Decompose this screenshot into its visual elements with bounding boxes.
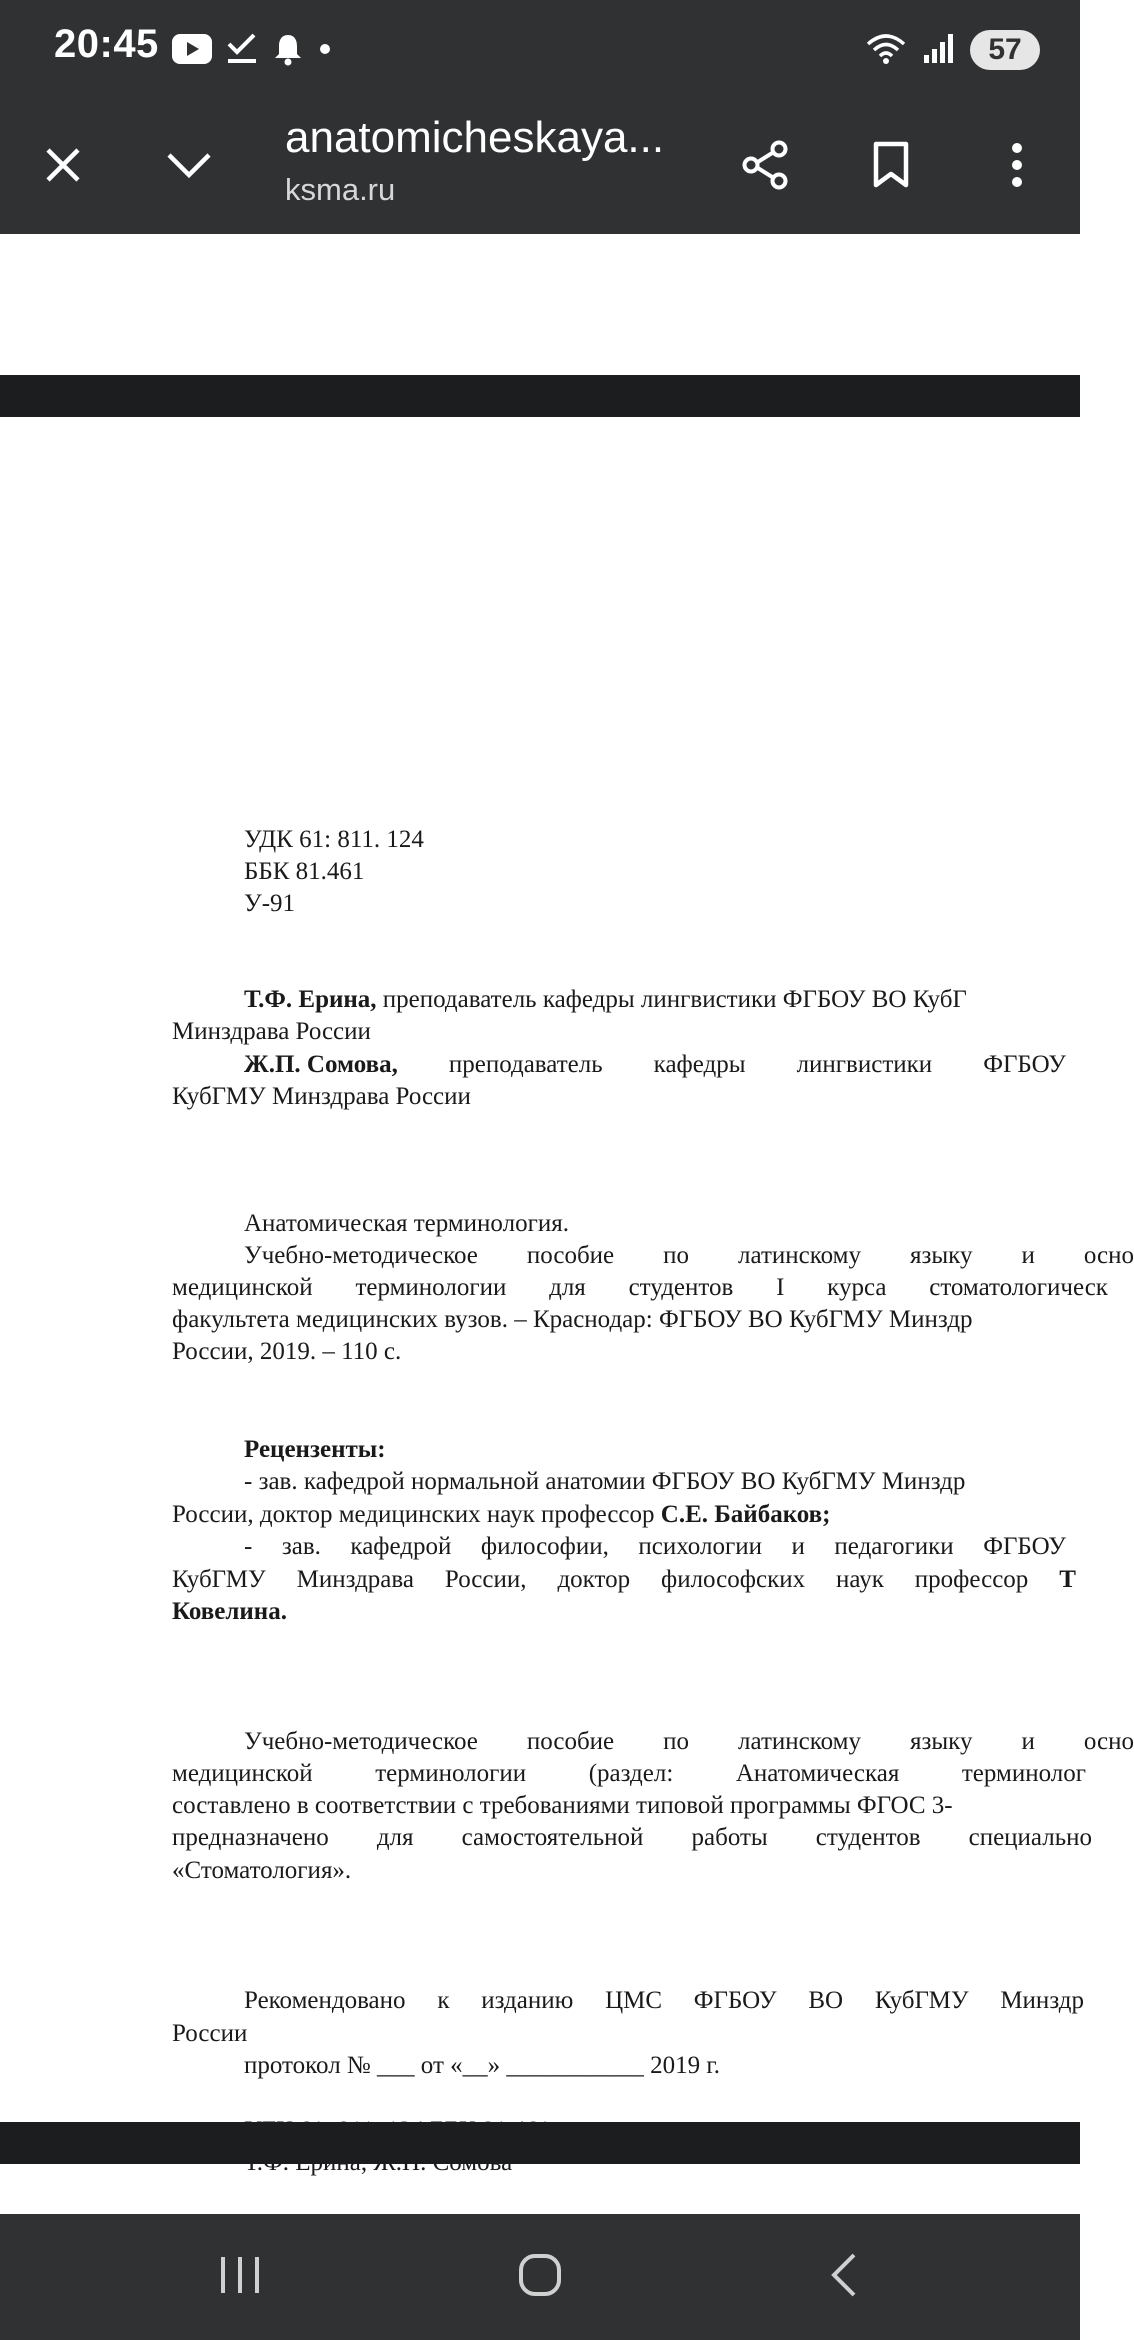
word: России, (444, 1566, 527, 1593)
code-line: У-91 (244, 890, 296, 917)
word: осно (1083, 1728, 1134, 1755)
word: пособие (526, 1728, 615, 1755)
more-options-button[interactable] (962, 100, 1072, 234)
reviewer-2-line-1 (244, 1531, 1066, 1563)
author-2-line (244, 1049, 1066, 1081)
word: предназначено (172, 1824, 329, 1851)
word: Учебно-методическое (244, 1242, 478, 1269)
word: студентов (628, 1274, 734, 1301)
page-domain: ksma.ru (285, 172, 396, 207)
word: пособие (526, 1242, 615, 1269)
word: курса (827, 1274, 887, 1301)
share-button[interactable] (710, 100, 820, 234)
word: лингвистики (796, 1051, 933, 1078)
annotation-line-3: составлено в соответствии с требованиями типовой программы ФГОС 3- (172, 1792, 953, 1819)
word: КубГМУ (172, 1566, 266, 1593)
author-1-line (244, 984, 967, 1016)
word: для (549, 1274, 586, 1301)
word: стоматологическ (929, 1274, 1108, 1301)
reviewer-2-name: Ковелина. (172, 1598, 287, 1625)
pdf-viewer[interactable] (0, 234, 1134, 2214)
share-icon (740, 139, 790, 196)
reviewer-1-line-1: - зав. кафедрой нормальной анатомии ФГБОУ ВО КубГМУ Минздр (244, 1468, 966, 1495)
word: изданию (481, 1987, 574, 2014)
word: преподаватель (448, 1051, 603, 1078)
word: ВО (808, 1987, 844, 2014)
page-separator (0, 2122, 1080, 2164)
word: Учебно-методическое (244, 1728, 478, 1755)
close-icon (43, 145, 83, 190)
reviewer-1-title: России, доктор медицинских наук профессор (172, 1501, 655, 1528)
word: самостоятельной (461, 1824, 644, 1851)
word: Минздр (1000, 1987, 1084, 2014)
dot-icon (318, 42, 332, 61)
status-time: 20:45 (54, 22, 159, 66)
home-icon (517, 2252, 563, 2303)
bookmark-icon (871, 141, 911, 194)
word: зав. (281, 1533, 321, 1560)
word: терминологии (375, 1760, 527, 1787)
description-line-4: России, 2019. – 110 с. (172, 1338, 402, 1365)
word: студентов (815, 1824, 921, 1851)
word: профессор (914, 1566, 1029, 1593)
word: языку (909, 1728, 973, 1755)
word: ФГБОУ (983, 1051, 1066, 1078)
recent-apps-icon (218, 2255, 262, 2300)
page-separator (0, 375, 1080, 417)
status-icons-left (172, 30, 332, 72)
word: Рекомендовано (244, 1987, 406, 2014)
word: философских (661, 1566, 806, 1593)
minimize-button[interactable] (134, 100, 244, 234)
word: и (1021, 1728, 1035, 1755)
word: медицинской (172, 1274, 313, 1301)
annotation-line-4 (172, 1822, 1092, 1854)
word: языку (909, 1242, 973, 1269)
word: педагогики (834, 1533, 954, 1560)
back-icon (829, 2252, 859, 2303)
word: и (791, 1533, 805, 1560)
wifi-icon (864, 30, 908, 71)
word: работы (691, 1824, 768, 1851)
word: ФГБОУ (983, 1533, 1066, 1560)
notification-bell-icon (272, 32, 304, 71)
word: латинскому (738, 1242, 861, 1269)
reviewer-1-line-2 (172, 1499, 830, 1531)
annotation-line-2 (172, 1758, 1086, 1790)
status-icons-right (864, 26, 1040, 74)
annotation-line-5: «Стоматология». (172, 1857, 352, 1884)
word: I (776, 1274, 785, 1301)
reviewer-2-line-3 (172, 1596, 287, 1628)
word: и (1021, 1242, 1035, 1269)
word: терминолог (961, 1760, 1086, 1787)
word: латинскому (738, 1728, 861, 1755)
word: Т (1059, 1566, 1076, 1593)
word: терминологии (355, 1274, 507, 1301)
recommendation-line-2: России (172, 2020, 248, 2047)
system-nav-bar (0, 2214, 1080, 2340)
word: для (376, 1824, 414, 1851)
word: наук (836, 1566, 884, 1593)
author-1-affiliation: преподаватель кафедры лингвистики ФГБОУ ВО КубГ (382, 986, 967, 1013)
word: по (663, 1728, 690, 1755)
reviewer-2-line-2 (172, 1564, 1076, 1596)
word: к (437, 1987, 450, 2014)
signal-icon (922, 31, 956, 70)
battery-icon: 57 (970, 30, 1040, 70)
reviewers-heading (244, 1434, 386, 1466)
word: - (244, 1533, 253, 1560)
author-1-name: Т.Ф. Ерина, (244, 986, 377, 1013)
recent-apps-button[interactable] (170, 2214, 310, 2340)
word: КубГМУ (874, 1987, 969, 2014)
word: специально (968, 1824, 1092, 1851)
reviewers-heading-text: Рецензенты: (244, 1436, 386, 1463)
document-page (0, 418, 1134, 2118)
document-title: Анатомическая терминология. (244, 1210, 569, 1237)
word: кафедрой (350, 1533, 452, 1560)
close-button[interactable] (8, 100, 118, 234)
word: философии, (480, 1533, 609, 1560)
author-2-name: Ж.П. Сомова, (244, 1051, 398, 1078)
recommendation-line-1 (244, 1985, 1084, 2017)
description-line-3: факультета медицинских вузов. – Краснодар: ФГБОУ ВО КубГМУ Минздр (172, 1306, 973, 1333)
title-block[interactable] (285, 110, 705, 230)
word: (раздел: (588, 1760, 674, 1787)
author-1-line-2: Минздрава России (172, 1018, 371, 1045)
author-2-line-2: КубГМУ Минздрава России (172, 1083, 471, 1110)
reviewer-1-name: С.Е. Байбаков; (660, 1501, 831, 1528)
word: по (663, 1242, 690, 1269)
word: кафедры (653, 1051, 746, 1078)
bookmark-button[interactable] (836, 100, 946, 234)
word: психологии (638, 1533, 762, 1560)
youtube-icon (172, 34, 212, 69)
back-button[interactable] (774, 2214, 914, 2340)
description-line-1 (244, 1240, 1134, 1272)
status-bar (0, 0, 1080, 100)
word: ФГБОУ (693, 1987, 777, 2014)
page-title: anatomicheskaya... (285, 113, 665, 162)
word: ЦМС (605, 1987, 663, 2014)
annotation-line-1 (244, 1726, 1134, 1758)
word: Анатомическая (735, 1760, 900, 1787)
chevron-down-icon (165, 150, 213, 185)
home-button[interactable] (470, 2214, 610, 2340)
browser-toolbar (0, 100, 1080, 234)
description-line-2 (172, 1272, 1108, 1304)
word: доктор (557, 1566, 631, 1593)
checkmark-icon (226, 32, 258, 71)
udk-line: УДК 61: 811. 124 (244, 826, 424, 853)
word: медицинской (172, 1760, 313, 1787)
word: осно (1083, 1242, 1134, 1269)
bbk-line: ББК 81.461 (244, 858, 365, 885)
word: Минздрава (296, 1566, 414, 1593)
more-vert-icon (1010, 142, 1024, 193)
protocol-line: протокол № ___ от «__» ___________ 2019 г. (244, 2052, 721, 2079)
